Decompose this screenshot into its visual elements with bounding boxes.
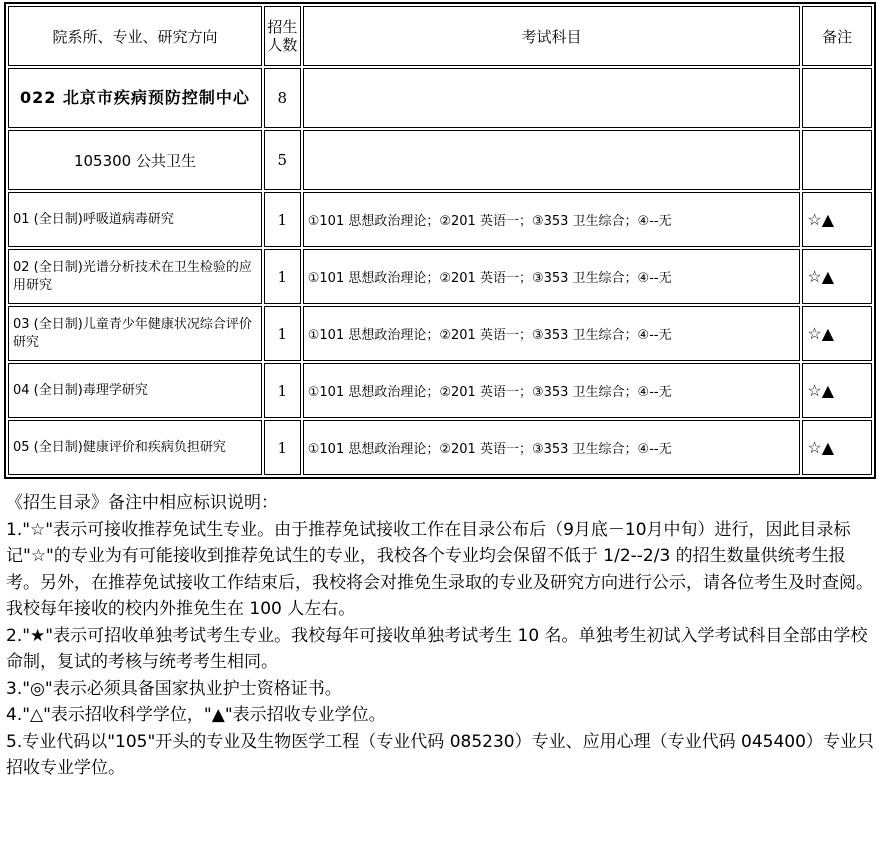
department-subjects-cell	[303, 68, 801, 128]
enrollment-count: 1	[264, 192, 301, 247]
enrollment-count: 1	[264, 306, 301, 361]
enrollment-count: 1	[264, 420, 301, 475]
research-direction: 05 (全日制)健康评价和疾病负担研究	[8, 420, 262, 475]
note-item: 1."☆"表示可接收推荐免试生专业。由于推荐免试接收工作在目录公布后（9月底－10月中旬）进行，因此目录标记"☆"的专业为有可能接收到推荐免试生的专业，我校各个专业均会保留不低于 1/2--2/3 的招生数量供统考生报考。另外，在推荐免试接收工作结束后，我校将会对推免生录取的专业及研究方向进行公示，请各位考生及时查阅。我校每年接收的校内外推免生在 100 人左右。	[6, 519, 873, 619]
exam-subjects: ①101 思想政治理论；②201 英语一；③353 卫生综合；④--无	[303, 192, 801, 247]
remarks-marks: ☆▲	[802, 363, 872, 418]
header-direction: 院系所、专业、研究方向	[8, 6, 262, 66]
header-count: 招生人数	[264, 6, 301, 66]
notes-title: 《招生目录》备注中相应标识说明：	[6, 493, 278, 513]
enrollment-count: 1	[264, 249, 301, 304]
note-item: 2."★"表示可招收单独考试考生专业。我校每年可接收单独考试考生 10 名。单独考生初试入学考试科目全部由学校命制，复试的考核与统考考生相同。	[6, 625, 868, 672]
research-direction: 01 (全日制)呼吸道病毒研究	[8, 192, 262, 247]
remarks-marks: ☆▲	[802, 306, 872, 361]
major-row	[8, 130, 872, 190]
department-row	[8, 68, 872, 128]
header-remarks: 备注	[802, 6, 872, 66]
table-row	[8, 192, 872, 247]
table-row	[8, 306, 872, 361]
remarks-marks: ☆▲	[802, 249, 872, 304]
remarks-marks: ☆▲	[802, 192, 872, 247]
table-row	[8, 249, 872, 304]
research-direction: 04 (全日制)毒理学研究	[8, 363, 262, 418]
table-row	[8, 363, 872, 418]
major-count: 5	[264, 130, 301, 190]
exam-subjects: ①101 思想政治理论；②201 英语一；③353 卫生综合；④--无	[303, 363, 801, 418]
major-remarks-cell	[802, 130, 872, 190]
remarks-marks: ☆▲	[802, 420, 872, 475]
note-item: 4."△"表示招收科学学位，"▲"表示招收专业学位。	[6, 705, 386, 725]
department-remarks-cell	[802, 68, 872, 128]
admissions-table	[4, 2, 876, 479]
table-header-row	[8, 6, 872, 66]
notes-section	[6, 490, 876, 782]
research-direction: 03 (全日制)儿童青少年健康状况综合评价研究	[8, 306, 262, 361]
exam-subjects: ①101 思想政治理论；②201 英语一；③353 卫生综合；④--无	[303, 306, 801, 361]
header-subjects: 考试科目	[303, 6, 801, 66]
department-count: 8	[264, 68, 301, 128]
note-item: 5.专业代码以"105"开头的专业及生物医学工程（专业代码 085230）专业、应用心理（专业代码 045400）专业只招收专业学位。	[6, 731, 874, 778]
exam-subjects: ①101 思想政治理论；②201 英语一；③353 卫生综合；④--无	[303, 420, 801, 475]
enrollment-count: 1	[264, 363, 301, 418]
exam-subjects: ①101 思想政治理论；②201 英语一；③353 卫生综合；④--无	[303, 249, 801, 304]
major-name: 105300 公共卫生	[8, 130, 262, 190]
note-item: 3."◎"表示必须具备国家执业护士资格证书。	[6, 678, 342, 699]
major-subjects-cell	[303, 130, 801, 190]
table-row	[8, 420, 872, 475]
research-direction: 02 (全日制)光谱分析技术在卫生检验的应用研究	[8, 249, 262, 304]
department-name: 022 北京市疾病预防控制中心	[8, 68, 262, 128]
